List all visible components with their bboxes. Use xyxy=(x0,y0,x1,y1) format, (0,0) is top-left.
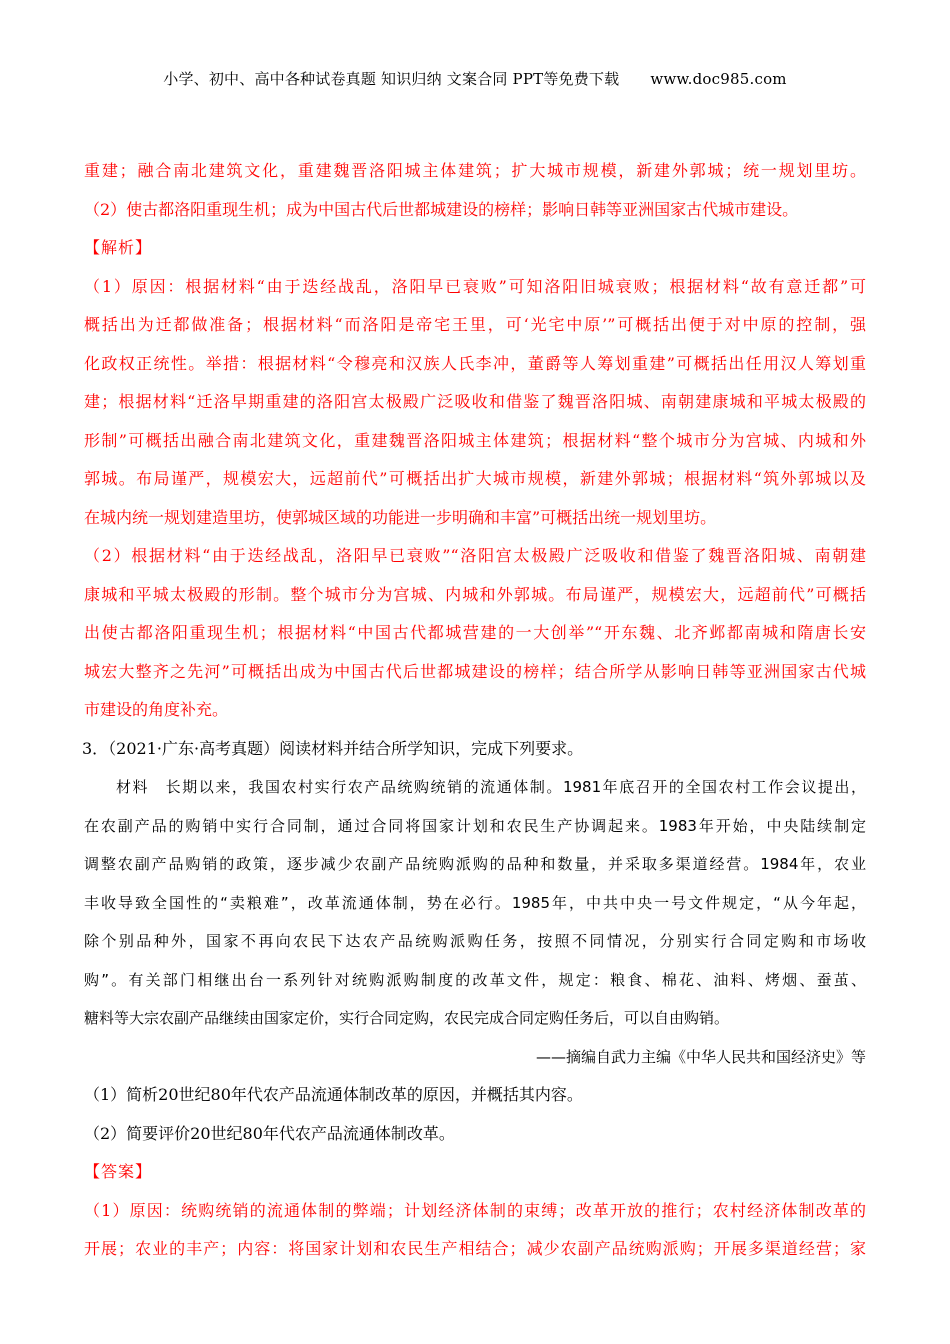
answer-tag: 【答案】 xyxy=(84,1162,153,1181)
material-line: 在农副产品的购销中实行合同制，通过合同将国家计划和农民生产协调起来。1983年开始，中央陆续制定 xyxy=(84,816,866,835)
page-header xyxy=(0,68,950,89)
analysis-line: 建；根据材料“迁洛早期重建的洛阳宫太极殿广泛吸收和借鉴了魏晋洛阳城、南朝建康城和平城太极殿的 xyxy=(84,392,866,411)
material-source: ——摘编自武力主编《中华人民共和国经济史》等 xyxy=(535,1047,866,1066)
analysis-line: 康城和平城太极殿的形制。整个城市分为宫城、内城和外郭城。布局谨严，规模宏大，远超前代”可概括 xyxy=(84,584,866,604)
material-block xyxy=(84,768,866,1076)
analysis-line: 郭城。布局谨严，规模宏大，远超前代”可概括出扩大城市规模，新建外郭城；根据材料“筑外郭城以及 xyxy=(84,469,866,488)
material-line: 丰收导致全国性的“卖粮难”，改革流通体制，势在必行。1985年，中共中央一号文件规定，“从今年起， xyxy=(84,893,866,912)
material-line: 购”。有关部门相继出台一系列针对统购派购制度的改革文件，规定：粮食、棉花、油料、烤烟、蚕茧、 xyxy=(84,970,866,989)
analysis-line: 形制”可概括出融合南北建筑文化，重建魏晋洛阳城主体建筑；根据材料“整个城市分为宫城、内城和外 xyxy=(84,430,866,450)
analysis-line: 在城内统一规划建造里坊，使郭城区域的功能进一步明确和丰富”可概括出统一规划里坊。 xyxy=(84,507,717,527)
analysis-tag: 【解析】 xyxy=(84,238,153,257)
material-line: 糖料等大宗农副产品继续由国家定价，实行合同定购，农民完成合同定购任务后，可以自由购销。 xyxy=(84,1009,730,1027)
answer-continued-line: 重建；融合南北建筑文化，重建魏晋洛阳城主体建筑；扩大城市规模，新建外郭城；统一规划里坊。 xyxy=(84,161,866,180)
answer-line: 开展；农业的丰产；内容：将国家计划和农民生产相结合；减少农副产品统购派购；开展多渠道经营；家 xyxy=(84,1239,866,1258)
material-line: 调整农副产品购销的政策，逐步减少农副产品统购派购的品种和数量，并采取多渠道经营。1984年，农业 xyxy=(84,855,866,873)
sub-question-1: （1）简析20世纪80年代农产品流通体制改革的原因，并概括其内容。 xyxy=(84,1085,583,1104)
question-stem: 3．（2021·广东·高考真题）阅读材料并结合所学知识，完成下列要求。 xyxy=(82,738,584,758)
analysis-line: （2）根据材料“由于迭经战乱，洛阳早已衰败”“洛阳宫太极殿广泛吸收和借鉴了魏晋洛阳城、南朝建 xyxy=(84,546,866,565)
page-content xyxy=(84,152,866,1269)
analysis-line: 出使古都洛阳重现生机；根据材料“中国古代都城营建的一大创举”“开东魏、北齐邺都南城和隋唐长安 xyxy=(84,623,866,642)
sub-question-2: （2）简要评价20世纪80年代农产品流通体制改革。 xyxy=(84,1123,455,1143)
analysis-line: 概括出为迁都做准备；根据材料“而洛阳是帝宅王里，可‘光宅中原’”可概括出便于对中原的控制，强 xyxy=(84,315,866,334)
answer-line: （1）原因：统购统销的流通体制的弊端；计划经济体制的束缚；改革开放的推行；农村经济体制改革的 xyxy=(84,1200,866,1220)
analysis-line: 市建设的角度补充。 xyxy=(84,700,229,719)
header-text: 小学、初中、高中各种试卷真题 知识归纳 文案合同 PPT等免费下载 xyxy=(163,70,620,88)
analysis-line: 化政权正统性。举措：根据材料“令穆亮和汉族人氏李冲，董爵等人筹划重建”可概括出任用汉人筹划重 xyxy=(84,353,866,373)
answer-continued-line: （2）使古都洛阳重现生机；成为中国古代后世都城建设的榜样；影响日韩等亚洲国家古代城市建设。 xyxy=(84,199,799,219)
analysis-line: 城宏大整齐之先河”可概括出成为中国古代后世都城建设的榜样；结合所学从影响日韩等亚洲国家古代城 xyxy=(84,661,866,681)
header-site: www.doc985.com xyxy=(650,70,787,88)
analysis-line: （1）原因：根据材料“由于迭经战乱，洛阳早已衰败”可知洛阳旧城衰败；根据材料“故有意迁都”可 xyxy=(84,276,866,296)
material-line: 除个别品种外，国家不再向农民下达农产品统购派购任务，按照不同情况，分别实行合同定购和市场收 xyxy=(84,932,866,950)
material-line: 材料 长期以来，我国农村实行农产品统购统销的流通体制。1981年底召开的全国农村工作会议提出， xyxy=(116,778,866,796)
